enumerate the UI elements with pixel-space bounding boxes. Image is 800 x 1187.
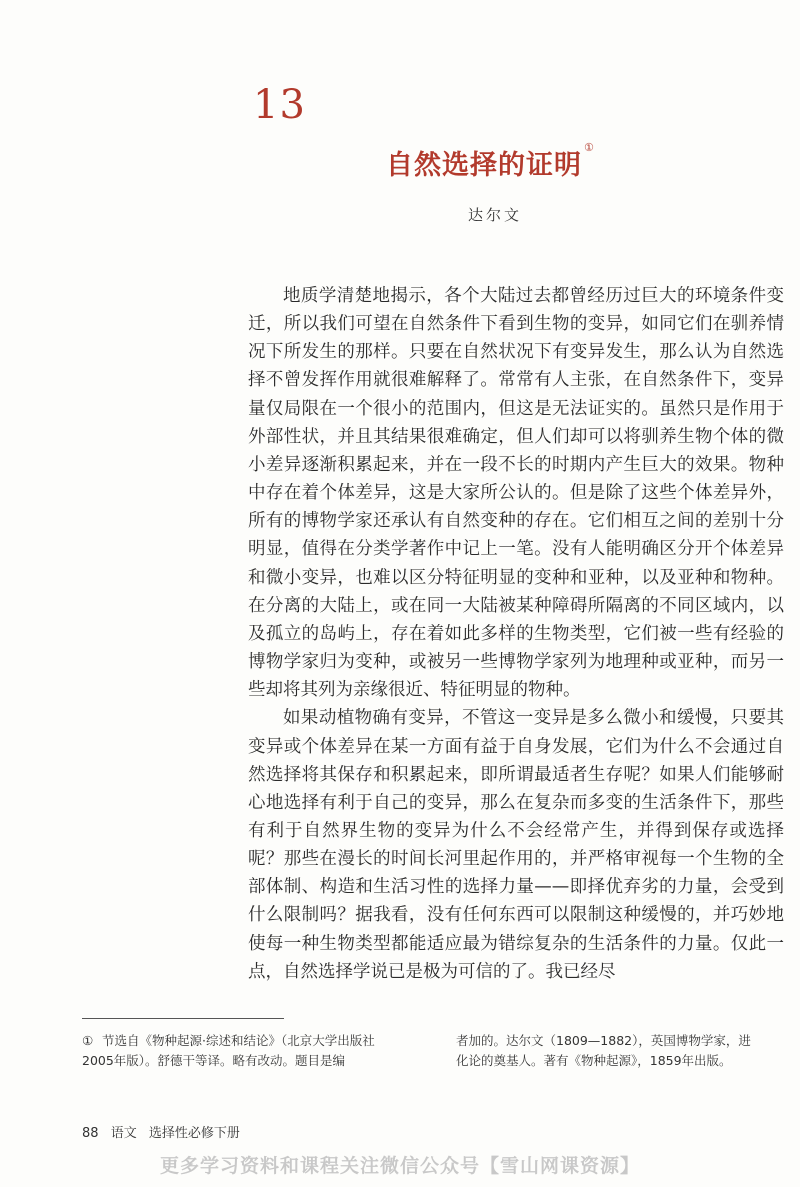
body-paragraph-2: 如果动植物确有变异，不管这一变异是多么微小和缓慢，只要其变异或个体差异在某一方面有益于自身发展，它们为什么不会通过自然选择将其保存和积累起来，即所谓最适者生存呢？如果人们能够耐心地选择有利于自己的变异，那么在复杂而多变的生活条件下，那些有利于自然界生物的变异为什么不会经常产生，并得到保存或选择呢？那些在漫长的时间长河里起作用的，并严格审视每一个生物的全部体制、构造和生活习性的选择力量——即择优弃劣的力量，会受到什么限制吗？据我看，没有任何东西可以限制这种缓慢的，并巧妙地使每一种生物类型都能适应最为错综复杂的生活条件的力量。仅此一点，自然选择学说已是极为可信的了。我已经尽 <box>248 708 784 982</box>
footnote-divider <box>82 1018 284 1019</box>
body-paragraph-1: 地质学清楚地揭示，各个大陆过去都曾经历过巨大的环境条件变迁，所以我们可望在自然条件下看到生物的变异，如同它们在驯养情况下所发生的那样。只要在自然状况下有变异发生，那么认为自然选择不曾发挥作用就很难解释了。常常有人主张，在自然条件下，变异量仅局限在一个很小的范围内，但这是无法证实的。虽然只是作用于外部性状，并且其结果很难确定，但人们却可以将驯养生物个体的微小差异逐渐积累起来，并在一段不长的时期内产生巨大的效果。物种中存在着个体差异，这是大家所公认的。但是除了这些个体差异外，所有的博物学家还承认有自然变种的存在。它们相互之间的差别十分明显，值得在分类学著作中记上一笔。没有人能明确区分开个体差异和微小变异，也难以区分特征明显的变种和亚种，以及亚种和物种。在分离的大陆上，或在同一大陆被某种障碍所隔离的不同区域内，以及孤立的岛屿上，存在着如此多样的生物类型，它们被一些有经验的博物学家归为变种，或被另一些博物学家列为地理种或亚种，而另一些却将其列为亲缘很近、特征明显的物种。 <box>248 286 784 701</box>
article-title-text: 自然选择的证明 <box>386 150 582 181</box>
page-number: 88 <box>82 1126 99 1141</box>
lesson-number: 13 <box>253 82 306 128</box>
title-footnote-mark: ① <box>584 141 595 154</box>
article-title <box>386 143 595 182</box>
page-footer <box>82 1122 248 1141</box>
footnote-left-text: 节选自《物种起源·综述和结论》（北京大学出版社2005年版）。舒德干等译。略有改动。题目是编 <box>82 1033 375 1068</box>
footnote-mark: ① <box>82 1033 94 1048</box>
article-body <box>248 282 784 986</box>
footer-subject: 语文 <box>110 1126 137 1141</box>
footer-book-title: 选择性必修下册 <box>148 1126 240 1141</box>
footnote-left-column <box>82 1031 404 1071</box>
watermark-text: 更多学习资料和课程关注微信公众号【雪山网课资源】 <box>159 1155 640 1177</box>
footnote-right-column: 者加的。达尔文（1809—1882），英国博物学家，进化论的奠基人。著有《物种起源》，1859年出版。 <box>456 1033 751 1068</box>
author-name: 达尔文 <box>468 206 523 224</box>
